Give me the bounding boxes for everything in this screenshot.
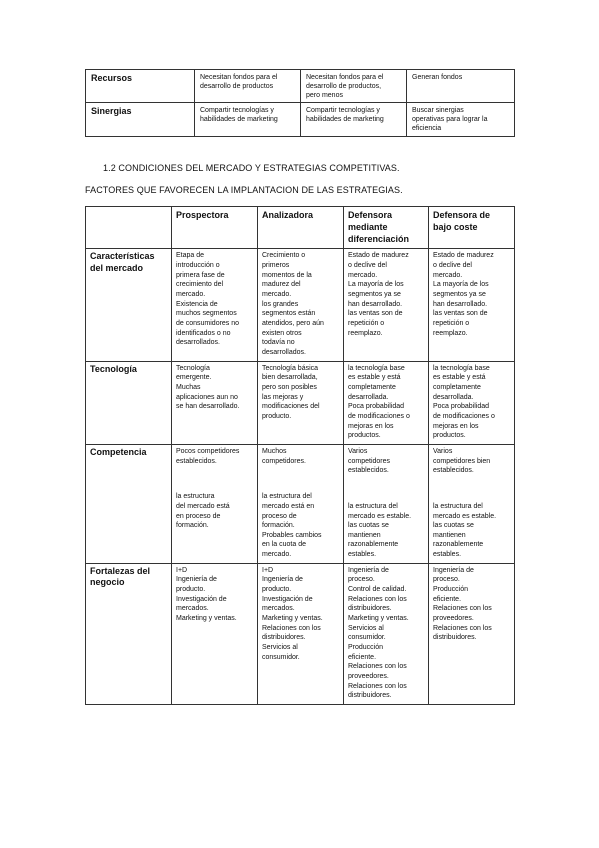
table-row [86, 70, 515, 103]
cell-line: modificaciones del [262, 403, 320, 411]
cell-line: mejoras en los [433, 422, 479, 430]
cell-line: han desarrollado. [348, 300, 403, 308]
cell-line: primeros [262, 262, 290, 270]
label-line: Tecnología [90, 363, 137, 374]
strategy-factors-table [85, 206, 515, 705]
cell-line: desarrollada. [348, 393, 389, 401]
header-row [86, 207, 515, 249]
cell-line: I+D [262, 566, 274, 574]
table-cell [429, 444, 515, 563]
cell-line: desarrollo de productos [200, 83, 274, 91]
header-line: Defensora [348, 210, 393, 220]
header-cell-empty [86, 207, 172, 249]
cell-line: distribuidores. [262, 634, 306, 642]
paragraph-gap [348, 476, 425, 502]
cell-line: todavía no [262, 339, 295, 347]
cell-line: proceso. [348, 576, 375, 584]
cell-line: La mayoría de los [348, 281, 404, 289]
cell-line: producto. [176, 586, 206, 594]
cell-line: Estado de madurez [348, 252, 409, 260]
cell-line: Poca probabilidad [348, 403, 405, 411]
cell-line: de modificaciones o [433, 412, 495, 420]
cell-line: distribuidores. [433, 634, 477, 642]
cell-line: Producción [433, 586, 469, 594]
cell-line: Necesitan fondos para el [200, 74, 278, 81]
table-cell [172, 361, 258, 444]
cell-line: mercado. [348, 271, 378, 279]
table-cell [407, 70, 515, 103]
table-cell [258, 563, 344, 704]
table-cell [344, 563, 429, 704]
cell-line: distribuidores. [348, 692, 392, 700]
cell-line: es estable y está [348, 374, 401, 382]
cell-line: proveedores. [348, 673, 389, 681]
subheading: FACTORES QUE FAVORECEN LA IMPLANTACION DE LAS ESTRATEGIAS. [85, 185, 403, 195]
table-cell [429, 563, 515, 704]
cell-line: las cuotas se [348, 522, 389, 530]
table-cell [407, 103, 515, 136]
cell-line: o declive del [348, 262, 387, 270]
cell-line: bien desarrollada, [262, 374, 318, 382]
cell-line: eficiencia [412, 125, 442, 133]
table-cell [258, 249, 344, 361]
cell-line: segmentos ya se [348, 291, 401, 299]
cell-line: Existencia de [176, 300, 218, 308]
cell-line: Buscar sinergias [412, 107, 464, 115]
header-line: Analizadora [262, 210, 314, 220]
cell-line: mantienen [348, 531, 381, 539]
paragraph-gap [433, 476, 511, 502]
cell-line: emergente. [176, 374, 212, 382]
cell-line: existen otros [262, 329, 302, 337]
cell-line: pero son posibles [262, 383, 317, 391]
cell-line: Compartir tecnologías y [200, 107, 274, 115]
cell-line: la tecnología base [433, 364, 490, 372]
cell-line: Relaciones con los [433, 624, 492, 632]
cell-line: La mayoría de los [433, 281, 489, 289]
cell-line: formación. [262, 522, 295, 530]
cell-line: Estado de madurez [433, 252, 494, 260]
cell-line: mercado. [176, 291, 206, 299]
cell-line: momentos de la [262, 271, 312, 279]
cell-line: desarrollados. [262, 348, 306, 356]
cell-line: desarrollada. [433, 393, 474, 401]
row-label [86, 361, 172, 444]
cell-line: Investigación de [262, 595, 313, 603]
cell-line: la estructura del [433, 502, 483, 510]
row-label [86, 563, 172, 704]
resources-synergies-table [85, 69, 515, 137]
cell-line: primera fase de [176, 271, 225, 279]
cell-line: Ingeniería de [348, 566, 389, 574]
cell-line: Tecnología [176, 364, 210, 372]
table-cell [344, 361, 429, 444]
cell-line: mercado es estable. [348, 512, 412, 520]
cell-line: Relaciones con los [262, 624, 321, 632]
header-line: bajo coste [433, 222, 478, 233]
cell-line: mercado. [433, 271, 463, 279]
header-cell [429, 207, 515, 249]
row-label [86, 249, 172, 361]
cell-line: Producción [348, 644, 384, 652]
cell-line: las cuotas se [433, 522, 474, 530]
cell-line: Varios [348, 447, 368, 455]
cell-line: mercado es estable. [433, 512, 497, 520]
table-cell [258, 361, 344, 444]
cell-line: de consumidores no [176, 320, 240, 328]
header-cell [344, 207, 429, 249]
cell-line: Ingeniería de [262, 576, 303, 584]
table-cell [195, 103, 301, 136]
cell-line: competidores. [262, 457, 306, 465]
cell-line: muchos segmentos [176, 310, 237, 318]
cell-line: estables. [348, 551, 377, 559]
cell-line: las mejoras y [262, 393, 304, 401]
cell-line: la estructura [176, 493, 215, 501]
cell-line: Marketing y ventas. [348, 615, 409, 623]
cell-line: segmentos están [262, 310, 316, 318]
cell-line: mercados. [262, 605, 295, 613]
cell-line: las ventas son de [348, 310, 403, 318]
cell-line: repetición o [433, 320, 470, 328]
cell-line: la tecnología base [348, 364, 405, 372]
table-cell [195, 70, 301, 103]
cell-line: mercado. [262, 551, 292, 559]
cell-line: en la cuota de [262, 541, 306, 549]
table-cell [429, 361, 515, 444]
table-row [86, 249, 515, 361]
cell-line: Relaciones con los [433, 605, 492, 613]
label-line: negocio [90, 577, 125, 588]
cell-line: proceso de [262, 512, 297, 520]
row-label: Sinergias [86, 103, 195, 136]
row-label: Recursos [86, 70, 195, 103]
cell-line: se han desarrollado. [176, 403, 240, 411]
cell-line: Relaciones con los [348, 682, 407, 690]
cell-line: Poca probabilidad [433, 403, 490, 411]
paragraph-gap [176, 466, 254, 492]
table-cell [258, 444, 344, 563]
cell-line: reemplazo. [348, 329, 383, 337]
cell-line: Servicios al [348, 624, 384, 632]
cell-line: pero menos [306, 92, 343, 100]
cell-line: competidores [348, 457, 391, 465]
cell-line: Control de calidad. [348, 586, 407, 594]
cell-line: productos. [433, 432, 466, 440]
cell-line: Marketing y ventas. [176, 615, 237, 623]
table-cell [429, 249, 515, 361]
table-cell [344, 249, 429, 361]
cell-line: es estable y está [433, 374, 486, 382]
section-heading: 1.2 CONDICIONES DEL MERCADO Y ESTRATEGIAS COMPETITIVAS. [103, 163, 400, 173]
cell-line: completamente [348, 383, 396, 391]
table-cell [344, 444, 429, 563]
table-row [86, 444, 515, 563]
cell-line: desarrollados. [176, 339, 220, 347]
cell-line: habilidades de marketing [306, 116, 384, 124]
cell-line: la estructura del [262, 493, 312, 501]
cell-line: Ingeniería de [433, 566, 474, 574]
cell-line: introducción o [176, 262, 220, 270]
label-line: Fortalezas del [90, 565, 151, 576]
table-row [86, 563, 515, 704]
table-row [86, 103, 515, 136]
cell-line: estables. [433, 551, 462, 559]
cell-line: las ventas son de [433, 310, 488, 318]
cell-line: segmentos ya se [433, 291, 486, 299]
cell-line: aplicaciones aun no [176, 393, 238, 401]
header-cell [172, 207, 258, 249]
cell-line: de modificaciones o [348, 412, 410, 420]
cell-line: establecidos. [176, 457, 217, 465]
cell-line: Generan fondos [412, 74, 463, 81]
cell-line: atendidos, pero aún [262, 320, 324, 328]
cell-line: Probables cambios [262, 531, 322, 539]
cell-line: Relaciones con los [348, 595, 407, 603]
header-line: diferenciación [348, 234, 410, 245]
cell-line: Investigación de [176, 595, 227, 603]
label-line: Características [90, 251, 155, 262]
cell-line: mejoras en los [348, 422, 394, 430]
cell-line: producto. [262, 412, 292, 420]
cell-line: Ingeniería de [176, 576, 217, 584]
table-cell [301, 103, 407, 136]
cell-line: Crecimiento o [262, 252, 306, 260]
cell-line: eficiente. [348, 653, 377, 661]
header-line: mediante [348, 222, 388, 233]
cell-line: proveedores. [433, 615, 474, 623]
cell-line: los grandes [262, 300, 299, 308]
cell-line: Muchas [176, 383, 201, 391]
table-cell [301, 70, 407, 103]
cell-line: Servicios al [262, 644, 298, 652]
cell-line: Varios [433, 447, 453, 455]
cell-line: Marketing y ventas. [262, 615, 323, 623]
cell-line: establecidos. [348, 467, 389, 475]
table-cell [172, 249, 258, 361]
cell-line: en proceso de [176, 512, 221, 520]
cell-line: han desarrollado. [433, 300, 488, 308]
table-row [86, 361, 515, 444]
cell-line: distribuidores. [348, 605, 392, 613]
cell-line: establecidos. [433, 467, 474, 475]
header-line: Defensora de [433, 210, 491, 220]
cell-line: Necesitan fondos para el [306, 74, 384, 81]
cell-line: crecimiento del [176, 281, 224, 289]
cell-line: razonablemente [433, 541, 484, 549]
header-line: Prospectora [176, 210, 229, 220]
cell-line: productos. [348, 432, 381, 440]
paragraph-gap [262, 466, 340, 492]
cell-line: Pocos competidores [176, 447, 240, 455]
cell-line: formación. [176, 522, 209, 530]
cell-line: reemplazo. [433, 329, 468, 337]
cell-line: completamente [433, 383, 481, 391]
cell-line: habilidades de marketing [200, 116, 278, 124]
cell-line: producto. [262, 586, 292, 594]
cell-line: competidores bien [433, 457, 491, 465]
cell-line: Relaciones con los [348, 663, 407, 671]
cell-line: mercado está en [262, 502, 315, 510]
cell-line: Muchos [262, 447, 287, 455]
label-line: del mercado [90, 263, 144, 274]
cell-line: del mercado está [176, 502, 230, 510]
cell-line: mercados. [176, 605, 209, 613]
cell-line: Tecnología básica [262, 364, 319, 372]
cell-line: madurez del [262, 281, 301, 289]
cell-line: Compartir tecnologías y [306, 107, 380, 115]
header-cell [258, 207, 344, 249]
table-cell [172, 563, 258, 704]
cell-line: desarrollo de productos, [306, 83, 382, 91]
row-label [86, 444, 172, 563]
table-cell [172, 444, 258, 563]
cell-line: identificados o no [176, 329, 231, 337]
cell-line: repetición o [348, 320, 385, 328]
cell-line: Etapa de [176, 252, 205, 260]
cell-line: mercado. [262, 291, 292, 299]
cell-line: I+D [176, 566, 188, 574]
cell-line: consumidor. [262, 653, 300, 661]
cell-line: eficiente. [433, 595, 462, 603]
cell-line: la estructura del [348, 502, 398, 510]
cell-line: proceso. [433, 576, 460, 584]
cell-line: razonablemente [348, 541, 399, 549]
cell-line: o declive del [433, 262, 472, 270]
label-line: Competencia [90, 446, 147, 457]
cell-line: operativas para lograr la [412, 116, 488, 124]
cell-line: consumidor. [348, 634, 386, 642]
cell-line: mantienen [433, 531, 466, 539]
